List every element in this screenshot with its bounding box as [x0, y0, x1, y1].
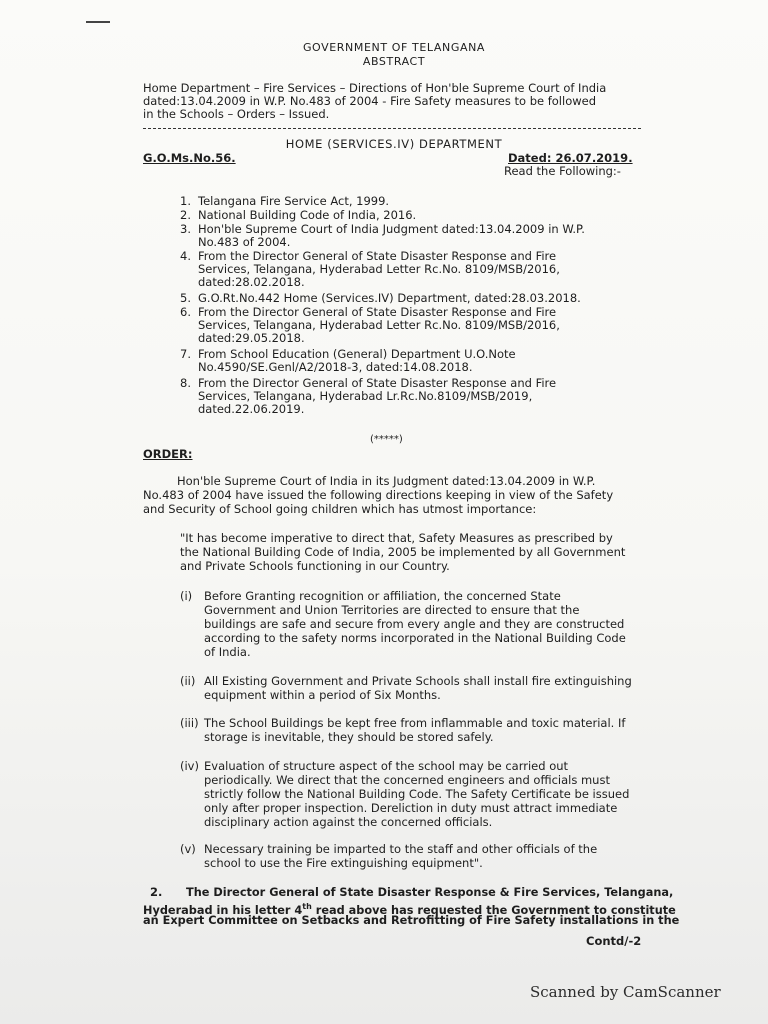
- direction-line: storage is inevitable, they should be stored safely.: [204, 730, 494, 744]
- stars-separator: (*****): [370, 434, 403, 445]
- direction-line: equipment within a period of Six Months.: [204, 688, 441, 702]
- government-heading: GOVERNMENT OF TELANGANA: [302, 41, 486, 54]
- reference-number: 1.: [180, 194, 191, 208]
- order-heading: ORDER:: [143, 447, 193, 461]
- reference-number: 3.: [180, 222, 191, 236]
- direction-line: according to the safety norms incorporated in the National Building Code: [204, 631, 626, 645]
- subject-line: in the Schools – Orders – Issued.: [143, 107, 330, 121]
- reference-line: dated:28.02.2018.: [198, 275, 305, 289]
- reference-line: dated.22.06.2019.: [198, 402, 305, 416]
- direction-number: (ii): [180, 674, 196, 688]
- paragraph-line: No.483 of 2004 have issued the following directions keeping in view of the Safety: [143, 488, 614, 502]
- continued-marker: Contd/-2: [586, 934, 642, 948]
- direction-line: school to use the Fire extinguishing equipment".: [204, 856, 483, 870]
- reference-number: 8.: [180, 376, 191, 390]
- direction-number: (i): [180, 589, 193, 603]
- go-number: G.O.Ms.No.56.: [143, 151, 236, 165]
- reference-line: National Building Code of India, 2016.: [198, 208, 417, 222]
- direction-line: Evaluation of structure aspect of the school may be carried out: [204, 759, 569, 773]
- direction-line: The School Buildings be kept free from inflammable and toxic material. If: [204, 716, 626, 730]
- reference-line: From the Director General of State Disaster Response and Fire: [198, 249, 557, 263]
- read-following: Read the Following:-: [504, 164, 621, 178]
- reference-number: 6.: [180, 305, 191, 319]
- reference-line: From School Education (General) Department U.O.Note: [198, 347, 516, 361]
- paragraph-line: "It has become imperative to direct that, Safety Measures as prescribed by: [180, 531, 613, 545]
- reference-line: Services, Telangana, Hyderabad Letter Rc.No. 8109/MSB/2016,: [198, 262, 560, 276]
- separator-dashes: [143, 128, 641, 129]
- reference-line: G.O.Rt.No.442 Home (Services.IV) Department, dated:28.03.2018.: [198, 291, 581, 305]
- paragraph-text: Hyderabad in his letter 4: [143, 903, 303, 917]
- camscanner-watermark: Scanned by CamScanner: [530, 983, 721, 1001]
- scan-mark: [86, 21, 110, 23]
- direction-line: All Existing Government and Private Schools shall install fire extinguishing: [204, 674, 632, 688]
- direction-number: (iii): [180, 716, 199, 730]
- direction-line: Before Granting recognition or affiliation, the concerned State: [204, 589, 561, 603]
- reference-line: Services, Telangana, Hyderabad Lr.Rc.No.8109/MSB/2019,: [198, 389, 533, 403]
- reference-line: No.4590/SE.Genl/A2/2018-3, dated:14.08.2018.: [198, 360, 473, 374]
- paragraph-number: 2.: [150, 885, 163, 899]
- reference-line: Services, Telangana, Hyderabad Letter Rc.No. 8109/MSB/2016,: [198, 318, 560, 332]
- direction-line: buildings are safe and secure from every angle and they are constructed: [204, 617, 625, 631]
- reference-number: 7.: [180, 347, 191, 361]
- paragraph-line: and Private Schools functioning in our Country.: [180, 559, 450, 573]
- department-heading: HOME (SERVICES.IV) DEPARTMENT: [285, 137, 503, 151]
- reference-line: From the Director General of State Disaster Response and Fire: [198, 305, 557, 319]
- direction-line: strictly follow the National Building Code. The Safety Certificate be issued: [204, 787, 630, 801]
- reference-number: 4.: [180, 249, 191, 263]
- direction-number: (v): [180, 842, 196, 856]
- paragraph-line: and Security of School going children which has utmost importance:: [143, 502, 537, 516]
- direction-number: (iv): [180, 759, 199, 773]
- reference-line: dated:29.05.2018.: [198, 331, 305, 345]
- reference-number: 2.: [180, 208, 191, 222]
- direction-line: Necessary training be imparted to the staff and other officials of the: [204, 842, 598, 856]
- direction-line: of India.: [204, 645, 251, 659]
- reference-line: From the Director General of State Disaster Response and Fire: [198, 376, 557, 390]
- reference-line: No.483 of 2004.: [198, 235, 291, 249]
- direction-line: only after proper inspection. Dereliction in duty must attract immediate: [204, 801, 618, 815]
- go-date: Dated: 26.07.2019.: [508, 151, 633, 165]
- paragraph-line: Hon'ble Supreme Court of India in its Judgment dated:13.04.2009 in W.P.: [177, 474, 596, 488]
- direction-line: disciplinary action against the concerned officials.: [204, 815, 493, 829]
- paragraph-text: read above has requested the Government to constitute: [311, 903, 676, 917]
- abstract-heading: ABSTRACT: [362, 55, 426, 68]
- superscript: th: [302, 902, 312, 911]
- reference-line: Hon'ble Supreme Court of India Judgment dated:13.04.2009 in W.P.: [198, 222, 585, 236]
- paragraph-line: the National Building Code of India, 2005 be implemented by all Government: [180, 545, 626, 559]
- paragraph-line: an Expert Committee on Setbacks and Retrofitting of Fire Safety installations in the: [143, 914, 680, 927]
- direction-line: Government and Union Territories are directed to ensure that the: [204, 603, 580, 617]
- reference-number: 5.: [180, 291, 191, 305]
- subject-line: dated:13.04.2009 in W.P. No.483 of 2004 - Fire Safety measures to be followed: [143, 94, 597, 108]
- paragraph-line: The Director General of State Disaster Response & Fire Services, Telangana,: [186, 886, 674, 899]
- reference-line: Telangana Fire Service Act, 1999.: [198, 194, 390, 208]
- direction-line: periodically. We direct that the concerned engineers and officials must: [204, 773, 610, 787]
- subject-line: Home Department – Fire Services – Directions of Hon'ble Supreme Court of India: [143, 81, 607, 95]
